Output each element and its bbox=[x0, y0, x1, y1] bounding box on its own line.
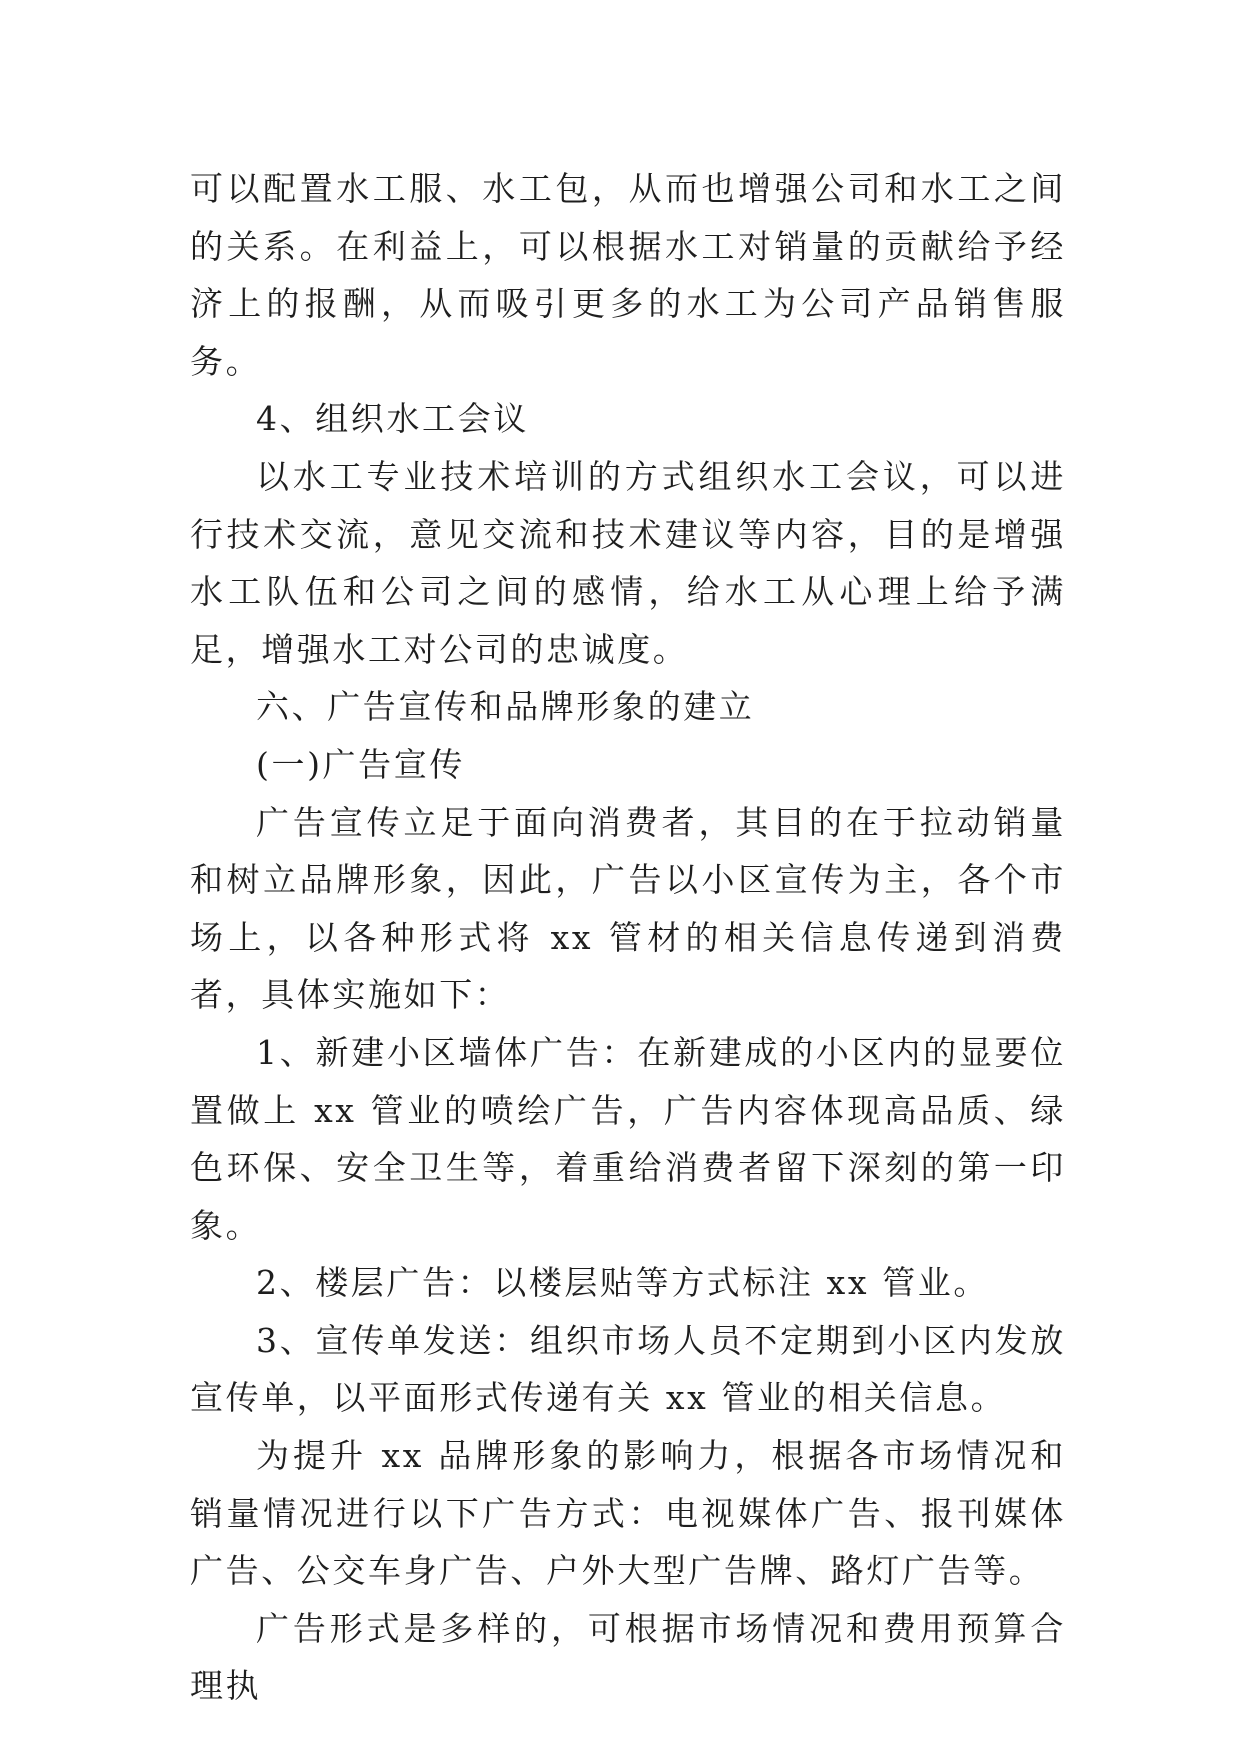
paragraph-meeting-description: 以水工专业技术培训的方式组织水工会议，可以进行技术交流，意见交流和技术建议等内容，目的是增强水工队伍和公司之间的感情，给水工从心理上给予满足，增强水工对公司的忠诚度。 bbox=[190, 456, 1066, 669]
paragraph-wall-advertising: 1、新建小区墙体广告：在新建成的小区内的显要位置做上 xx 管业的喷绘广告，广告内容体现高品质、绿色环保、安全卫生等，着重给消费者留下深刻的第一印象。 bbox=[190, 1032, 1066, 1245]
paragraph-brand-influence: 为提升 xx 品牌形象的影响力，根据各市场情况和销量情况进行以下广告方式：电视媒体广告、报刊媒体广告、公交车身广告、户外大型广告牌、路灯广告等。 bbox=[190, 1436, 1066, 1591]
paragraph-advertising-intro: 广告宣传立足于面向消费者，其目的在于拉动销量和树立品牌形象，因此，广告以小区宣传为主，各个市场上，以各种形式将 xx 管材的相关信息传递到消费者，具体实施如下： bbox=[190, 802, 1066, 1015]
paragraph-water-worker-relations: 可以配置水工服、水工包，从而也增强公司和水工之间的关系。在利益上，可以根据水工对销量的贡献给予经济上的报酬，从而吸引更多的水工为公司产品销售服务。 bbox=[190, 169, 1066, 381]
paragraph-advertising-forms: 广告形式是多样的，可根据市场情况和费用预算合理执 bbox=[190, 1608, 1066, 1706]
paragraph-leaflet-distribution: 3、宣传单发送：组织市场人员不定期到小区内发放宣传单，以平面形式传递有关 xx 管业的相关信息。 bbox=[190, 1320, 1066, 1418]
heading-advertising: (一)广告宣传 bbox=[256, 744, 465, 784]
heading-advertising-and-brand: 六、广告宣传和品牌形象的建立 bbox=[256, 687, 755, 727]
heading-organize-water-worker-meeting: 4、组织水工会议 bbox=[256, 399, 529, 439]
document-body bbox=[190, 160, 1066, 1715]
paragraph-floor-advertising: 2、楼层广告：以楼层贴等方式标注 xx 管业。 bbox=[256, 1263, 989, 1303]
